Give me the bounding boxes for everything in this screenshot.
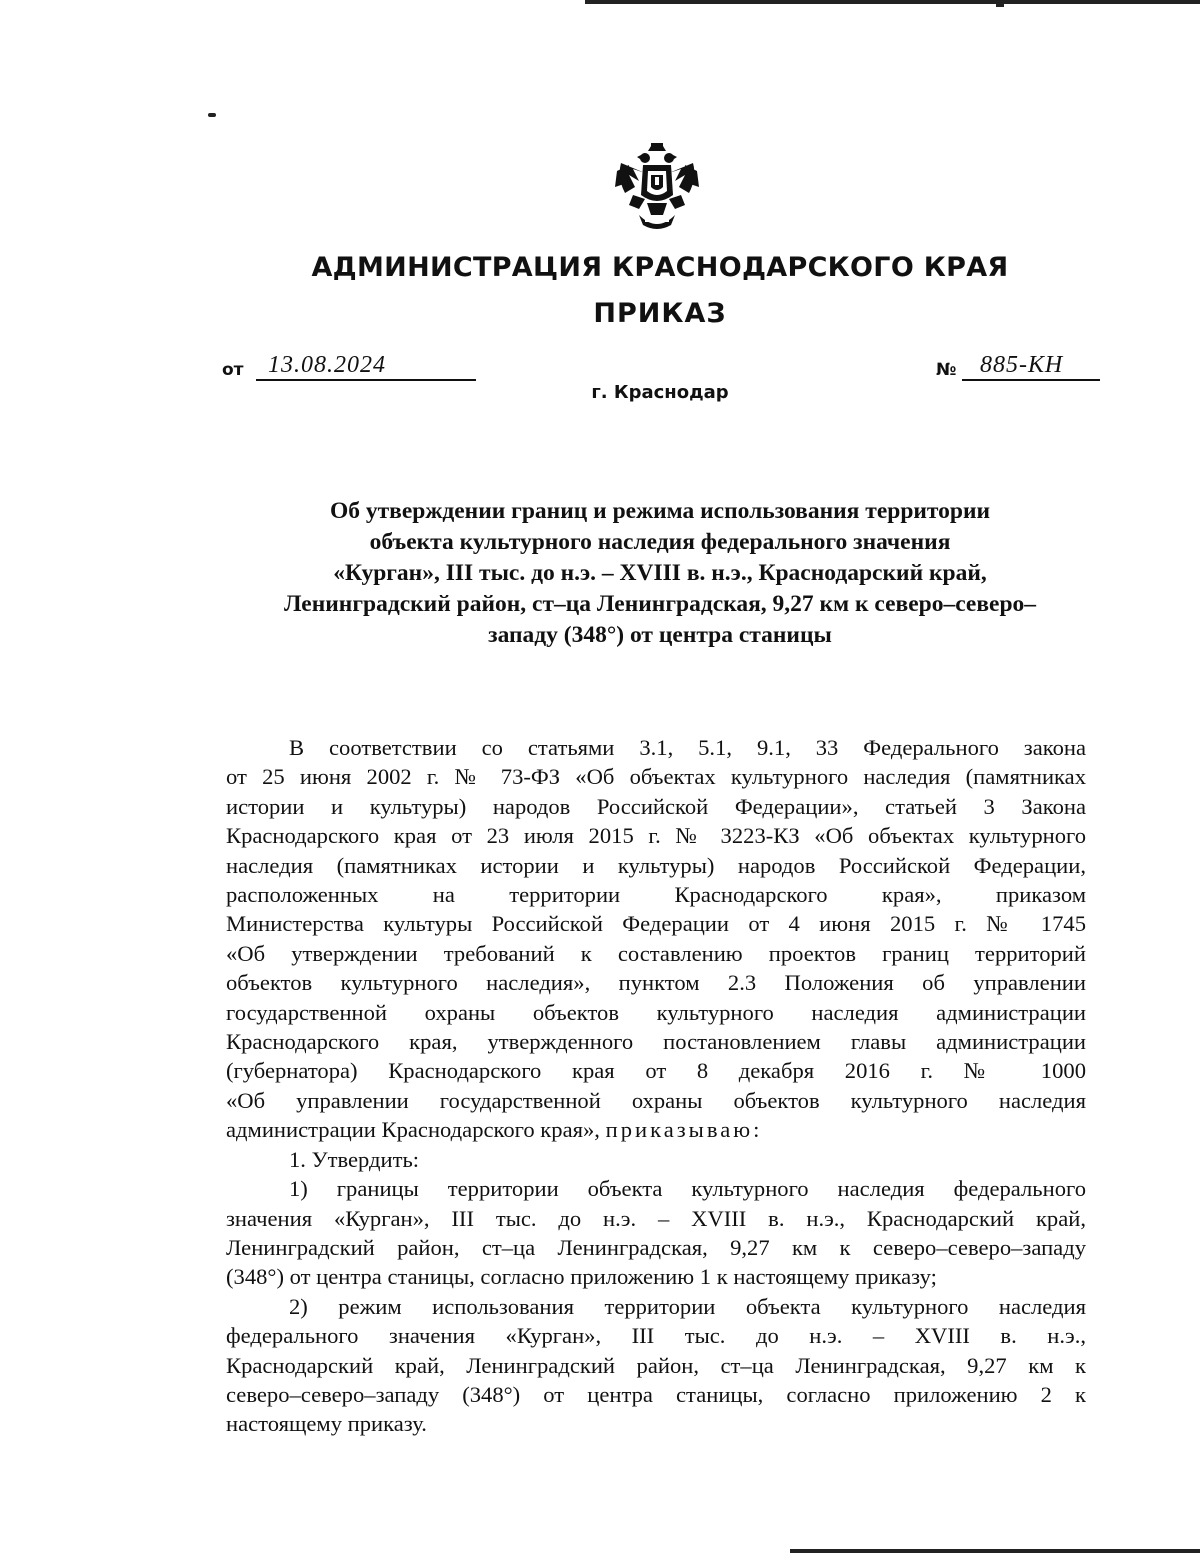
preamble-last: администрации Краснодарского края», (226, 1117, 600, 1143)
number-value: 885-КН (980, 352, 1064, 378)
scan-edge-mark (996, 4, 1004, 7)
text-line: федерального значения «Курган», III тыс. до н.э. – XVIII в. н.э., (226, 1323, 1086, 1349)
date-label: от (222, 360, 244, 380)
subject-line: Об утверждении границ и режима использования территории (329, 498, 991, 524)
text-line: 1) границы территории объекта культурного наследия федерального (289, 1176, 1086, 1202)
scan-edge-top (585, 0, 1200, 4)
document-body (226, 733, 1086, 1439)
city: г. Краснодар (591, 382, 729, 403)
item-1: 1. Утвердить: (289, 1146, 420, 1172)
order-word: приказываю: (605, 1117, 763, 1143)
text-line-last (226, 1115, 1086, 1144)
text-line: «Об управлении государственной охраны объектов культурного наследия (226, 1087, 1086, 1113)
text-line: Краснодарского края, утвержденного постановлением главы администрации (226, 1029, 1086, 1055)
text-line: государственной охраны объектов культурного наследия администрации (226, 999, 1086, 1025)
text-line-last: настоящему приказу. (226, 1411, 427, 1437)
text-line: 2) режим использования территории объекта культурного наследия (289, 1293, 1086, 1319)
subject-line: «Курган», III тыс. до н.э. – XVIII в. н.э., Краснодарский край, (333, 560, 987, 586)
scan-speck (208, 113, 216, 117)
subject-line: Ленинградский район, ст–ца Ленинградская, 9,27 км к северо–северо– (283, 591, 1037, 617)
preamble-paragraph (226, 733, 1086, 1145)
text-line: северо–северо–западу (348°) от центра станицы, согласно приложению 2 к (226, 1381, 1086, 1407)
date-value: 13.08.2024 (268, 352, 386, 378)
number-underline (962, 379, 1100, 381)
text-line: наследия (памятниках истории и культуры) народов Российской Федерации, (226, 852, 1086, 878)
text-line: (губернатора) Краснодарского края от 8 декабря 2016 г. № 1000 (226, 1058, 1086, 1084)
subject-line: западу (348°) от центра станицы (488, 622, 832, 648)
number-label: № (936, 360, 957, 380)
document-subject (200, 496, 1120, 651)
text-line: В соответствии со статьями 3.1, 5.1, 9.1, 33 Федерального закона (289, 735, 1086, 760)
text-line: Ленинградский район, ст–ца Ленинградская, 9,27 км к северо–северо–западу (226, 1234, 1086, 1260)
subitem-1 (226, 1174, 1086, 1292)
subitem-2 (226, 1292, 1086, 1439)
subject-line: объекта культурного наследия федерального значения (369, 529, 951, 555)
text-line-last: (348°) от центра станицы, согласно приложению 1 к настоящему приказу; (226, 1264, 937, 1290)
text-line: истории и культуры) народов Российской Федерации», статьей 3 Закона (226, 793, 1086, 819)
text-line: «Об утверждении требований к составлению проектов границ территорий (226, 940, 1086, 966)
scan-edge-bottom (790, 1549, 1200, 1553)
text-line: от 25 июня 2002 г. № 73-ФЗ «Об объектах культурного наследия (памятниках (226, 764, 1086, 790)
document-type: ПРИКАЗ (593, 298, 727, 329)
organization-title: АДМИНИСТРАЦИЯ КРАСНОДАРСКОГО КРАЯ (311, 252, 1009, 283)
text-line: значения «Курган», III тыс. до н.э. – XVIII в. н.э., Краснодарский край, (226, 1205, 1086, 1231)
text-line: Краснодарского края от 23 июля 2015 г. № 3223-КЗ «Об объектах культурного (226, 823, 1086, 849)
text-line: объектов культурного наследия», пунктом 2.3 Положения об управлении (226, 970, 1086, 996)
date-underline (256, 379, 476, 381)
text-line: расположенных на территории Краснодарского края», приказом (226, 882, 1086, 908)
text-line: Министерства культуры Российской Федерации от 4 июня 2015 г. № 1745 (226, 911, 1086, 937)
text-line: Краснодарский край, Ленинградский район, ст–ца Ленинградская, 9,27 км к (226, 1352, 1086, 1378)
krasnodar-coat-of-arms-icon (615, 143, 699, 229)
